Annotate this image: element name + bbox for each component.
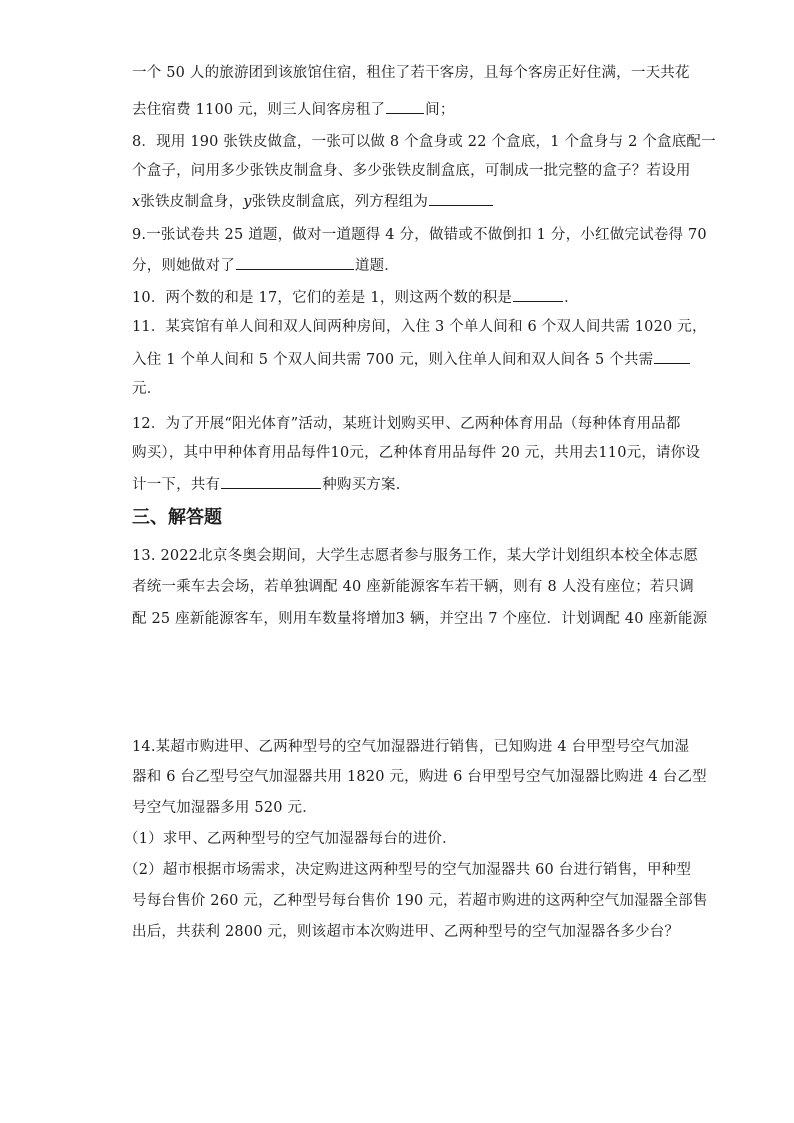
text: 个盒子，问用多少张铁皮制盒身、多少张铁皮制盒底，可制成一批完整的盒子？若设用: [132, 163, 691, 179]
text-line: [132, 97, 672, 121]
text: 张铁皮制盒身，: [140, 194, 244, 210]
text: 张铁皮制盒底，列方程组为: [251, 194, 429, 210]
text-line: [132, 131, 716, 153]
text: 号空气加湿器多用 520 元．: [132, 800, 317, 816]
text-line: [132, 62, 690, 84]
text: 购买），其中甲种体育用品每件10元，乙种体育用品每件 20 元，共用去110元，请你设: [132, 445, 701, 461]
variable-x: x: [132, 194, 141, 210]
variable-y: y: [243, 194, 252, 210]
sub-question-1: （1）求甲、乙两种型号的空气加湿器每台的进价．: [124, 831, 457, 847]
text-line: [132, 160, 691, 182]
text-line: [124, 859, 692, 881]
text-line: [132, 608, 708, 630]
text: 入住 1 个单人间和 5 个双人间共需 700 元，则入住单人间和双人间各 5 个共需: [132, 352, 654, 368]
text: 出后，共获利 2800 元，则该超市本次购进甲、乙两种型号的空气加湿器各多少台？: [132, 924, 680, 940]
text-line: [132, 442, 701, 464]
text-line: [132, 316, 707, 338]
text: 者统一乘车去会场，若单独调配 40 座新能源客车若干辆，则有 8 人没有座位；若只调: [132, 579, 695, 595]
text-line: [132, 797, 672, 819]
section-heading: [132, 506, 222, 530]
question-14: 14.某超市购进甲、乙两种型号的空气加湿器进行销售，已知购进 4 台甲型号空气加湿: [132, 739, 690, 755]
text-line: [132, 378, 672, 400]
answer-blank: [221, 472, 321, 489]
answer-blank: [236, 253, 354, 270]
text: 号每台售价 260 元，乙种型号每台售价 190 元，若超市购进的这两种空气加湿器全部售: [132, 893, 708, 909]
question-12: 12．为了开展“阳光体育”活动，某班计划购买甲、乙两种体育用品（每种体育用品都: [132, 416, 681, 432]
text-line: [132, 189, 672, 213]
text-line: [132, 736, 690, 758]
text-line: [132, 224, 707, 246]
question-9: 9.一张试卷共 25 道题，做对一道题得 4 分，做错或不做倒扣 1 分，小红做完试卷得 70: [132, 227, 707, 243]
text-line: [124, 828, 664, 850]
text-line: [132, 576, 695, 598]
text: 间；: [425, 102, 455, 118]
text: 配 25 座新能源客车，则用车数量将增加3 辆，并空出 7 个座位．计划调配 40 座新能源: [132, 611, 708, 627]
text-line: [132, 545, 698, 567]
text-line: [132, 347, 672, 371]
answer-blank: [386, 97, 424, 114]
text-line: [132, 890, 708, 912]
answer-blank: [513, 285, 563, 302]
text: 种购买方案．: [322, 477, 411, 493]
text: ．: [564, 290, 579, 306]
question-11: 11．某宾馆有单人间和双人间两种房间，入住 3 个单人间和 6 个双人间共需 1020 元，: [132, 319, 707, 335]
question-8: 8．现用 190 张铁皮做盒，一张可以做 8 个盒身或 22 个盒底，1 个盒身与 2 个盒底配一: [132, 134, 716, 150]
sub-question-2: （2）超市根据市场需求，决定购进这两种型号的空气加湿器共 60 台进行销售，甲种型: [124, 862, 692, 878]
text: 道题．: [354, 258, 400, 274]
text-line: [132, 253, 672, 277]
text-line: [132, 413, 681, 435]
text: 去住宿费 1100 元，则三人间客房租了: [132, 102, 386, 118]
answer-blank: [654, 347, 690, 364]
text-line: [132, 921, 680, 943]
text: 分，则她做对了: [132, 258, 235, 274]
answer-blank: [429, 189, 493, 206]
text-line: [132, 472, 672, 496]
text: 计一下，共有: [132, 477, 221, 493]
heading-text: 三、解答题: [132, 507, 222, 528]
text: 一个 50 人的旅游团到该旅馆住宿，租住了若干客房，且每个客房正好住满，一天共花: [132, 65, 690, 81]
text-line: [132, 766, 707, 788]
text-line: [132, 285, 672, 309]
question-10: 10．两个数的和是 17，它们的差是 1，则这两个数的积是: [132, 290, 513, 306]
text: 器和 6 台乙型号空气加湿器共用 1820 元，购进 6 台甲型号空气加湿器比购进 4 台乙型: [132, 769, 707, 785]
question-13: 13. 2022北京冬奥会期间，大学生志愿者参与服务工作，某大学计划组织本校全体志愿: [132, 548, 698, 564]
text: 元．: [132, 381, 162, 397]
